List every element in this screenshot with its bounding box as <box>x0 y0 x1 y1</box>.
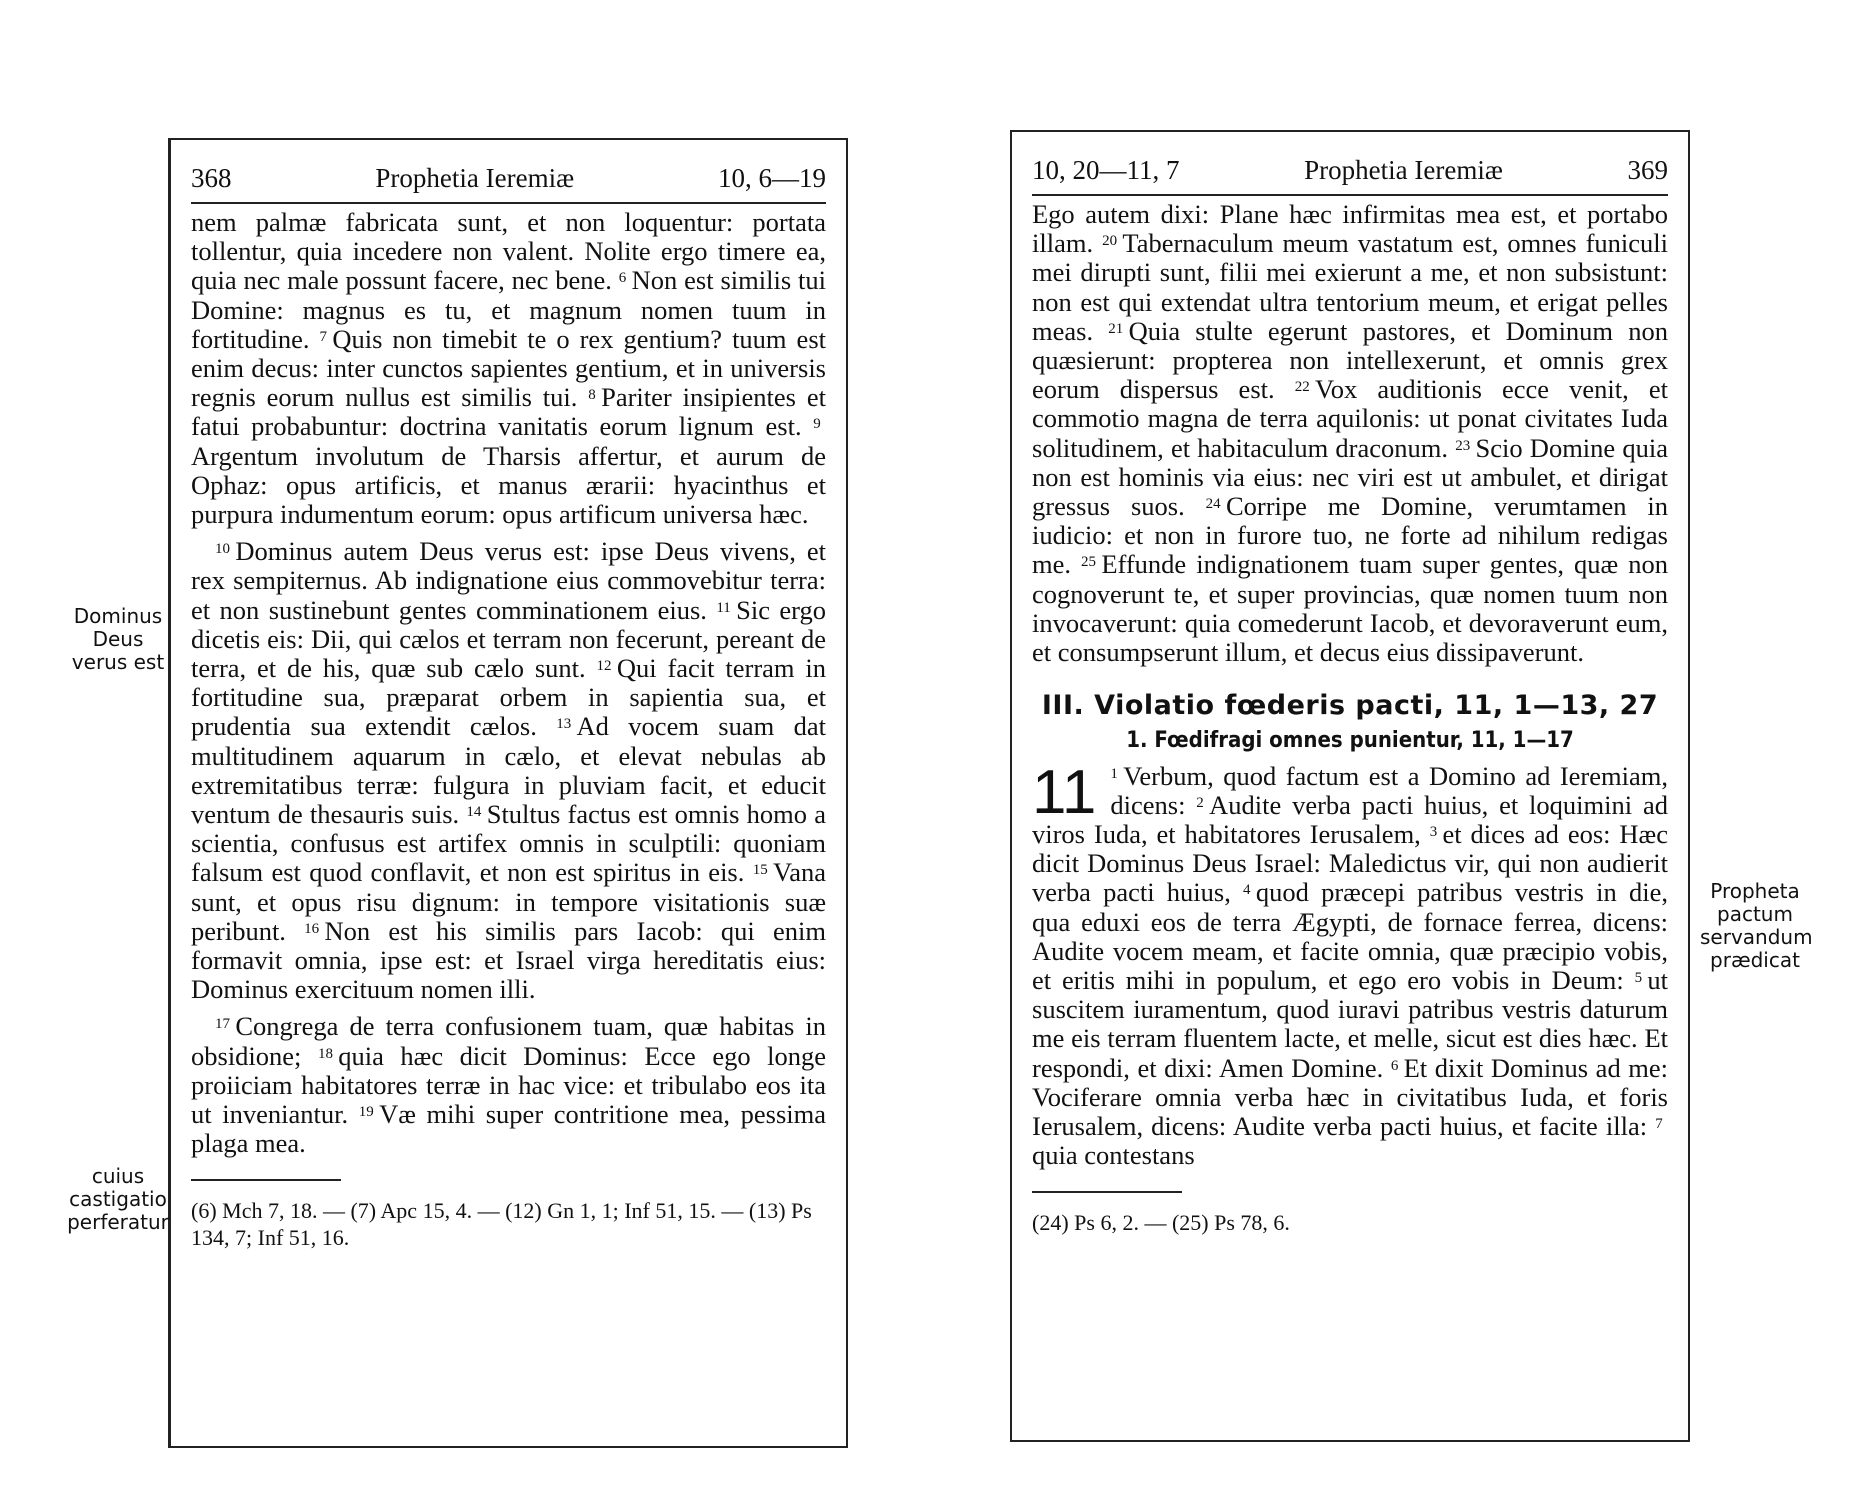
verse-text: Non est similis tui Domine: magnus es tu, et magnum nomen tuum in fortitudine. <box>191 265 826 354</box>
left-page <box>168 138 848 1448</box>
verse-text: Vana sunt, et opus risu dignum: in tempore visitationis suæ peribunt. <box>191 857 826 946</box>
verse-text: Congrega de terra confusionem tuam, quæ habitas in obsidione; <box>191 1011 826 1071</box>
verse-text: quia contestans <box>1032 1140 1195 1171</box>
margin-note: Propheta pactum servandum prædicat <box>1700 879 1813 972</box>
verse-text: Effunde indignationem tuam super gentes, quæ non cognoverunt te, et super provincias, quæ nomen tuum non invocaverunt: quia comederunt Iacob, et devoraverunt eum, et consumpserunt illum, et decus eius dissipaverunt. <box>1032 549 1669 668</box>
verse-number: 5 <box>1634 970 1643 987</box>
verse-text: Sic ergo dicetis eis: Dii, qui cælos et terram non fecerunt, pereant de terra, et de his, quæ sub cælo sunt. <box>191 594 826 684</box>
verse-number: 17 <box>215 1016 230 1033</box>
verse-number: 13 <box>556 716 572 733</box>
verse-number: 16 <box>304 920 320 937</box>
verse-text: quod præcepi patribus vestris in die, qua eduxi eos de terra Ægypti, de fornace ferrea, dicens: Audite vocem meam, et facite omnia, quæ præcipio vobis, et eritis mihi in populum, et ego ero vobis in Deum: <box>1032 877 1668 996</box>
verse-number: 24 <box>1205 496 1221 513</box>
verse-number: 22 <box>1294 379 1310 396</box>
verse-number: 4 <box>1243 882 1251 899</box>
verse-number: 3 <box>1429 824 1438 841</box>
verse-text: Scio Domine quia non est hominis via eius: nec viri est ut ambulet, et dirigat gressus suos. <box>1032 432 1668 522</box>
verse-number: 10 <box>215 541 230 558</box>
verse-text: Stultus factus est omnis homo a scientia, confusus est artifex omnis in sculptili: quoniam falsum est quod conflavit, et non est spiritus in eis. <box>191 799 826 888</box>
verse-text: Quia stulte egerunt pastores, et Dominum non quæsierunt: propterea non intellexerunt, et omnis grex eorum dispersus est. <box>1032 315 1668 405</box>
body-text <box>1032 200 1668 1236</box>
verse-text: Pariter insipientes et fatui probabuntur: doctrina vanitatis eorum lignum est. <box>191 382 826 442</box>
section-title: III. Violatio fœderis pacti, 11, 1—13, 27 <box>1041 690 1659 722</box>
page-number: 369 <box>1627 154 1668 185</box>
paragraphs <box>1032 200 1668 667</box>
margin-note: cuius castigatio perferatur <box>67 1164 169 1234</box>
verse-number: 2 <box>1196 794 1204 811</box>
verse-number: 9 <box>813 416 821 433</box>
subsection-title: 1. Fœdifragi omnes punientur, 11, 1—17 <box>1126 728 1574 754</box>
verse-text: Verbum, quod factum est a Domino ad Ieremiam, dicens: <box>1110 760 1668 820</box>
paragraph <box>191 537 826 1004</box>
paragraphs <box>191 208 826 1159</box>
body-text <box>191 208 826 1251</box>
verse-number: 19 <box>358 1104 374 1121</box>
chapter-reference: 10, 6—19 <box>717 162 826 193</box>
verse-number: 6 <box>1390 1057 1399 1074</box>
verse-number: 14 <box>466 804 482 821</box>
footnotes: (24) Ps 6, 2. — (25) Ps 78, 6. <box>1032 1209 1290 1235</box>
verse-text: Væ mihi super contritione mea, pessima plaga mea. <box>191 1099 826 1159</box>
running-title: Prophetia Ieremiæ <box>375 162 575 193</box>
footnotes: (6) Mch 7, 18. — (7) Apc 15, 4. — (12) Gn 1, 1; Inf 51, 15. — (13) Ps 134, 7; Inf 51, 16. <box>191 1197 812 1250</box>
page-number: 368 <box>191 162 232 193</box>
page-header <box>191 154 826 204</box>
verse-text: ut suscitem iuramentum, quod iuravi patribus vestris daturum me eis terram fluentem lacte, et melle, sicut est dies hæc. Et respondi, et dixi: Amen Domine. <box>1032 965 1668 1083</box>
verse-number: 15 <box>752 862 768 879</box>
verse-text: Audite verba pacti huius, et loquimini ad viros Iuda, et habitatores Ierusalem, <box>1032 789 1668 850</box>
right-page <box>1010 130 1690 1442</box>
paragraph <box>1032 200 1668 667</box>
footnote-rule <box>1032 1191 1182 1193</box>
chapter-reference: 10, 20—11, 7 <box>1032 154 1180 185</box>
verse-text: Corripe me Domine, verumtamen in iudicio: et non in furore tuo, ne forte ad nihilum redigas me. <box>1032 491 1668 580</box>
verse-number: 7 <box>319 328 327 345</box>
verse-number: 20 <box>1102 233 1118 250</box>
verse-number: 18 <box>317 1045 333 1062</box>
verse-text: Qui facit terram in fortitudine sua, præparat orbem in sapientia sua, et prudentia sua extendit cælos. <box>191 653 826 742</box>
paragraph <box>191 208 826 529</box>
chapter-number: 11 <box>1032 757 1097 827</box>
verse-text: Quis non timebit te o rex gentium? tuum est enim decus: inter cunctos sapientes gentium, et in universis regnis eorum nullus est similis tui. <box>191 323 826 413</box>
verse-text: Ad vocem suam dat multitudinem aquarum in cælo, et elevat nebulas ab extremitatibus terræ: fulgura in pluviam facit, et educit ventum de thesauris suis. <box>191 711 826 830</box>
verse-number: 6 <box>618 270 627 287</box>
verse-number: 7 <box>1655 1116 1663 1133</box>
verse-text: et dices ad eos: Hæc dicit Dominus Deus Israel: Maledictus vir, qui non audierit verba pacti huius, <box>1032 819 1668 908</box>
verse-text: Tabernaculum meum vastatum est, omnes funiculi mei dirupti sunt, filii mei exierunt a me, et non subsistunt: non est qui extendat ultra tentorium meum, et erigat pelles meas. <box>1032 228 1668 346</box>
verse-text: Vox auditionis ecce venit, et commotio magna de terra aquilonis: ut ponat civitates Iuda solitudinem, et habitaculum draconum. <box>1032 374 1669 463</box>
verse-text: Dominus autem Deus verus est: ipse Deus vivens, et rex sempiternus. Ab indignatione eius commovebitur terra: et non sustinebunt gentes comminationem eius. <box>191 536 826 625</box>
verse-number: 12 <box>596 658 612 675</box>
verse-text: Argentum involutum de Tharsis affertur, et aurum de Ophaz: opus artificis, et manus ærarii: hyacinthus et purpura indumentum eorum: opus artificum universa hæc. <box>191 440 826 530</box>
verse-number: 11 <box>716 599 731 616</box>
verse-number: 25 <box>1081 554 1097 571</box>
verse-number: 8 <box>588 387 596 404</box>
running-title: Prophetia Ieremiæ <box>1304 154 1503 185</box>
margin-note: Dominus Deus verus est <box>71 604 165 674</box>
paragraph <box>191 1012 826 1158</box>
verse-text: quia hæc dicit Dominus: Ecce ego longe proiiciam habitatores terræ in hac vice: et tribulabo eos ita ut inveniantur. <box>191 1040 826 1130</box>
verse-text: Ego autem dixi: Plane hæc infirmitas mea est, et portabo illam. <box>1032 199 1668 259</box>
verse-number: 21 <box>1108 320 1124 337</box>
footnote-rule <box>191 1179 341 1181</box>
verse-number: 23 <box>1455 437 1471 454</box>
verse-text: nem palmæ fabricata sunt, et non loquentur: portata tollentur, quia incedere non valent. Nolite ergo timere ea, quia nec male possunt facere, nec bene. <box>191 207 826 296</box>
chapter-paragraph <box>1032 757 1669 1171</box>
verse-text: Et dixit Dominus ad me: Vociferare omnia verba hæc in civitatibus Iuda, et foris Ierusalem, dicens: Audite verba pacti huius, et facite illa: <box>1032 1052 1669 1142</box>
page-header <box>1032 146 1668 196</box>
verse-text: Non est his similis pars Iacob: qui enim formavit omnia, ipse est: et Israel virga hereditatis eius: Dominus exercituum nomen illi. <box>191 915 826 1005</box>
verse-number: 1 <box>1110 765 1118 782</box>
